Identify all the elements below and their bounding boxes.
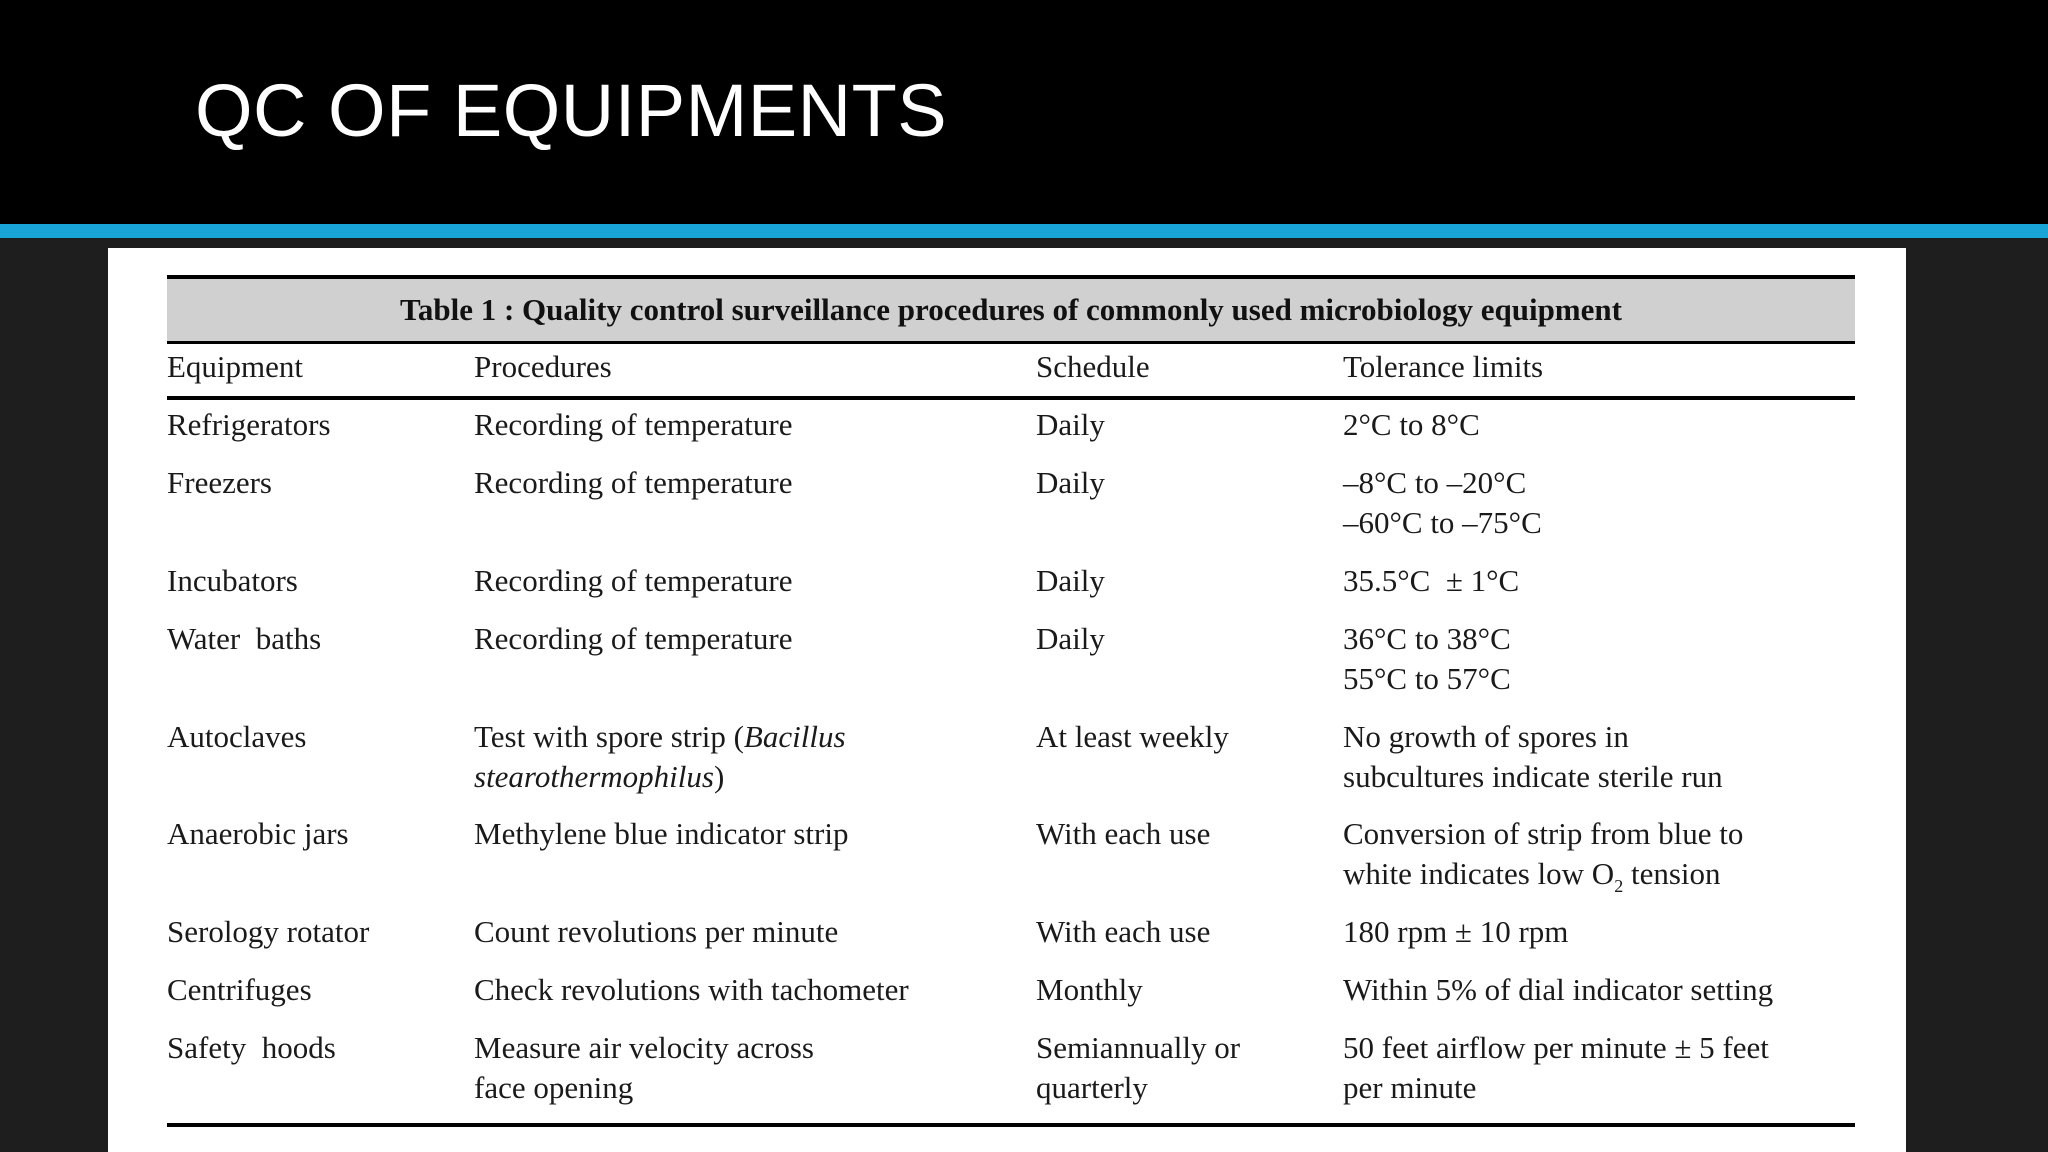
slide-header bbox=[0, 0, 2048, 224]
column-header-schedule: Schedule bbox=[1036, 349, 1150, 384]
cell-schedule: Monthly bbox=[1036, 972, 1143, 1007]
cell-schedule: Daily bbox=[1036, 407, 1105, 442]
procedure-text: ) bbox=[713, 759, 725, 794]
cell-procedure bbox=[474, 717, 846, 757]
cell-equipment: Incubators bbox=[167, 563, 298, 598]
table-caption: Table 1 : Quality control surveillance procedures of commonly used microbiology equipment bbox=[167, 279, 1855, 341]
cell-tolerance: 36°C to 38°C bbox=[1343, 621, 1511, 656]
cell-procedure bbox=[474, 757, 724, 797]
cell-equipment: Refrigerators bbox=[167, 407, 331, 442]
cell-tolerance: subcultures indicate sterile run bbox=[1343, 759, 1723, 794]
cell-tolerance: –8°C to –20°C bbox=[1343, 465, 1527, 500]
caption-rule bbox=[167, 341, 1855, 344]
column-header-procedures: Procedures bbox=[474, 349, 612, 384]
cell-tolerance: per minute bbox=[1343, 1070, 1477, 1105]
cell-tolerance: 2°C to 8°C bbox=[1343, 407, 1480, 442]
cell-schedule: quarterly bbox=[1036, 1070, 1148, 1105]
column-header-tolerance: Tolerance limits bbox=[1343, 349, 1544, 384]
cell-procedure: Methylene blue indicator strip bbox=[474, 816, 849, 851]
column-header-equipment: Equipment bbox=[167, 349, 304, 384]
slide-title: QC OF EQUIPMENTS bbox=[195, 69, 948, 152]
cell-tolerance: Conversion of strip from blue to bbox=[1343, 816, 1744, 851]
accent-bar bbox=[0, 224, 2048, 238]
table-panel bbox=[108, 248, 1906, 1152]
cell-tolerance: 50 feet airflow per minute ± 5 feet bbox=[1343, 1030, 1769, 1065]
cell-equipment: Freezers bbox=[167, 465, 272, 500]
cell-tolerance: No growth of spores in bbox=[1343, 719, 1629, 754]
tolerance-text: tension bbox=[1623, 856, 1721, 891]
cell-procedure: Check revolutions with tachometer bbox=[474, 972, 909, 1007]
cell-schedule: Daily bbox=[1036, 465, 1105, 500]
cell-schedule: Daily bbox=[1036, 563, 1105, 598]
cell-schedule: At least weekly bbox=[1036, 719, 1229, 754]
cell-equipment: Centrifuges bbox=[167, 972, 312, 1007]
table-bottom-rule bbox=[167, 1123, 1855, 1127]
cell-procedure: Count revolutions per minute bbox=[474, 914, 839, 949]
tolerance-text: white indicates low O bbox=[1343, 856, 1615, 891]
cell-schedule: Daily bbox=[1036, 621, 1105, 656]
procedure-text: Test with spore strip ( bbox=[474, 719, 744, 754]
cell-schedule: With each use bbox=[1036, 914, 1211, 949]
cell-tolerance: 35.5°C ± 1°C bbox=[1343, 563, 1520, 598]
cell-schedule: Semiannually or bbox=[1036, 1030, 1241, 1065]
cell-procedure: face opening bbox=[474, 1070, 634, 1105]
cell-procedure: Recording of temperature bbox=[474, 621, 793, 656]
organism-name: stearothermophilus bbox=[474, 759, 714, 794]
cell-equipment: Serology rotator bbox=[167, 914, 370, 949]
cell-equipment: Safety hoods bbox=[167, 1030, 336, 1065]
cell-procedure: Measure air velocity across bbox=[474, 1030, 815, 1065]
cell-schedule: With each use bbox=[1036, 816, 1211, 851]
cell-tolerance: Within 5% of dial indicator setting bbox=[1343, 972, 1774, 1007]
cell-tolerance: 55°C to 57°C bbox=[1343, 661, 1511, 696]
cell-tolerance bbox=[1343, 854, 1721, 894]
cell-procedure: Recording of temperature bbox=[474, 563, 793, 598]
organism-name: Bacillus bbox=[743, 719, 846, 754]
cell-equipment: Water baths bbox=[167, 621, 322, 656]
header-rule bbox=[167, 396, 1855, 400]
cell-procedure: Recording of temperature bbox=[474, 407, 793, 442]
subscript: 2 bbox=[1614, 876, 1624, 896]
cell-equipment: Autoclaves bbox=[167, 719, 307, 754]
cell-procedure: Recording of temperature bbox=[474, 465, 793, 500]
cell-tolerance: 180 rpm ± 10 rpm bbox=[1343, 914, 1569, 949]
cell-tolerance: –60°C to –75°C bbox=[1343, 505, 1542, 540]
cell-equipment: Anaerobic jars bbox=[167, 816, 349, 851]
